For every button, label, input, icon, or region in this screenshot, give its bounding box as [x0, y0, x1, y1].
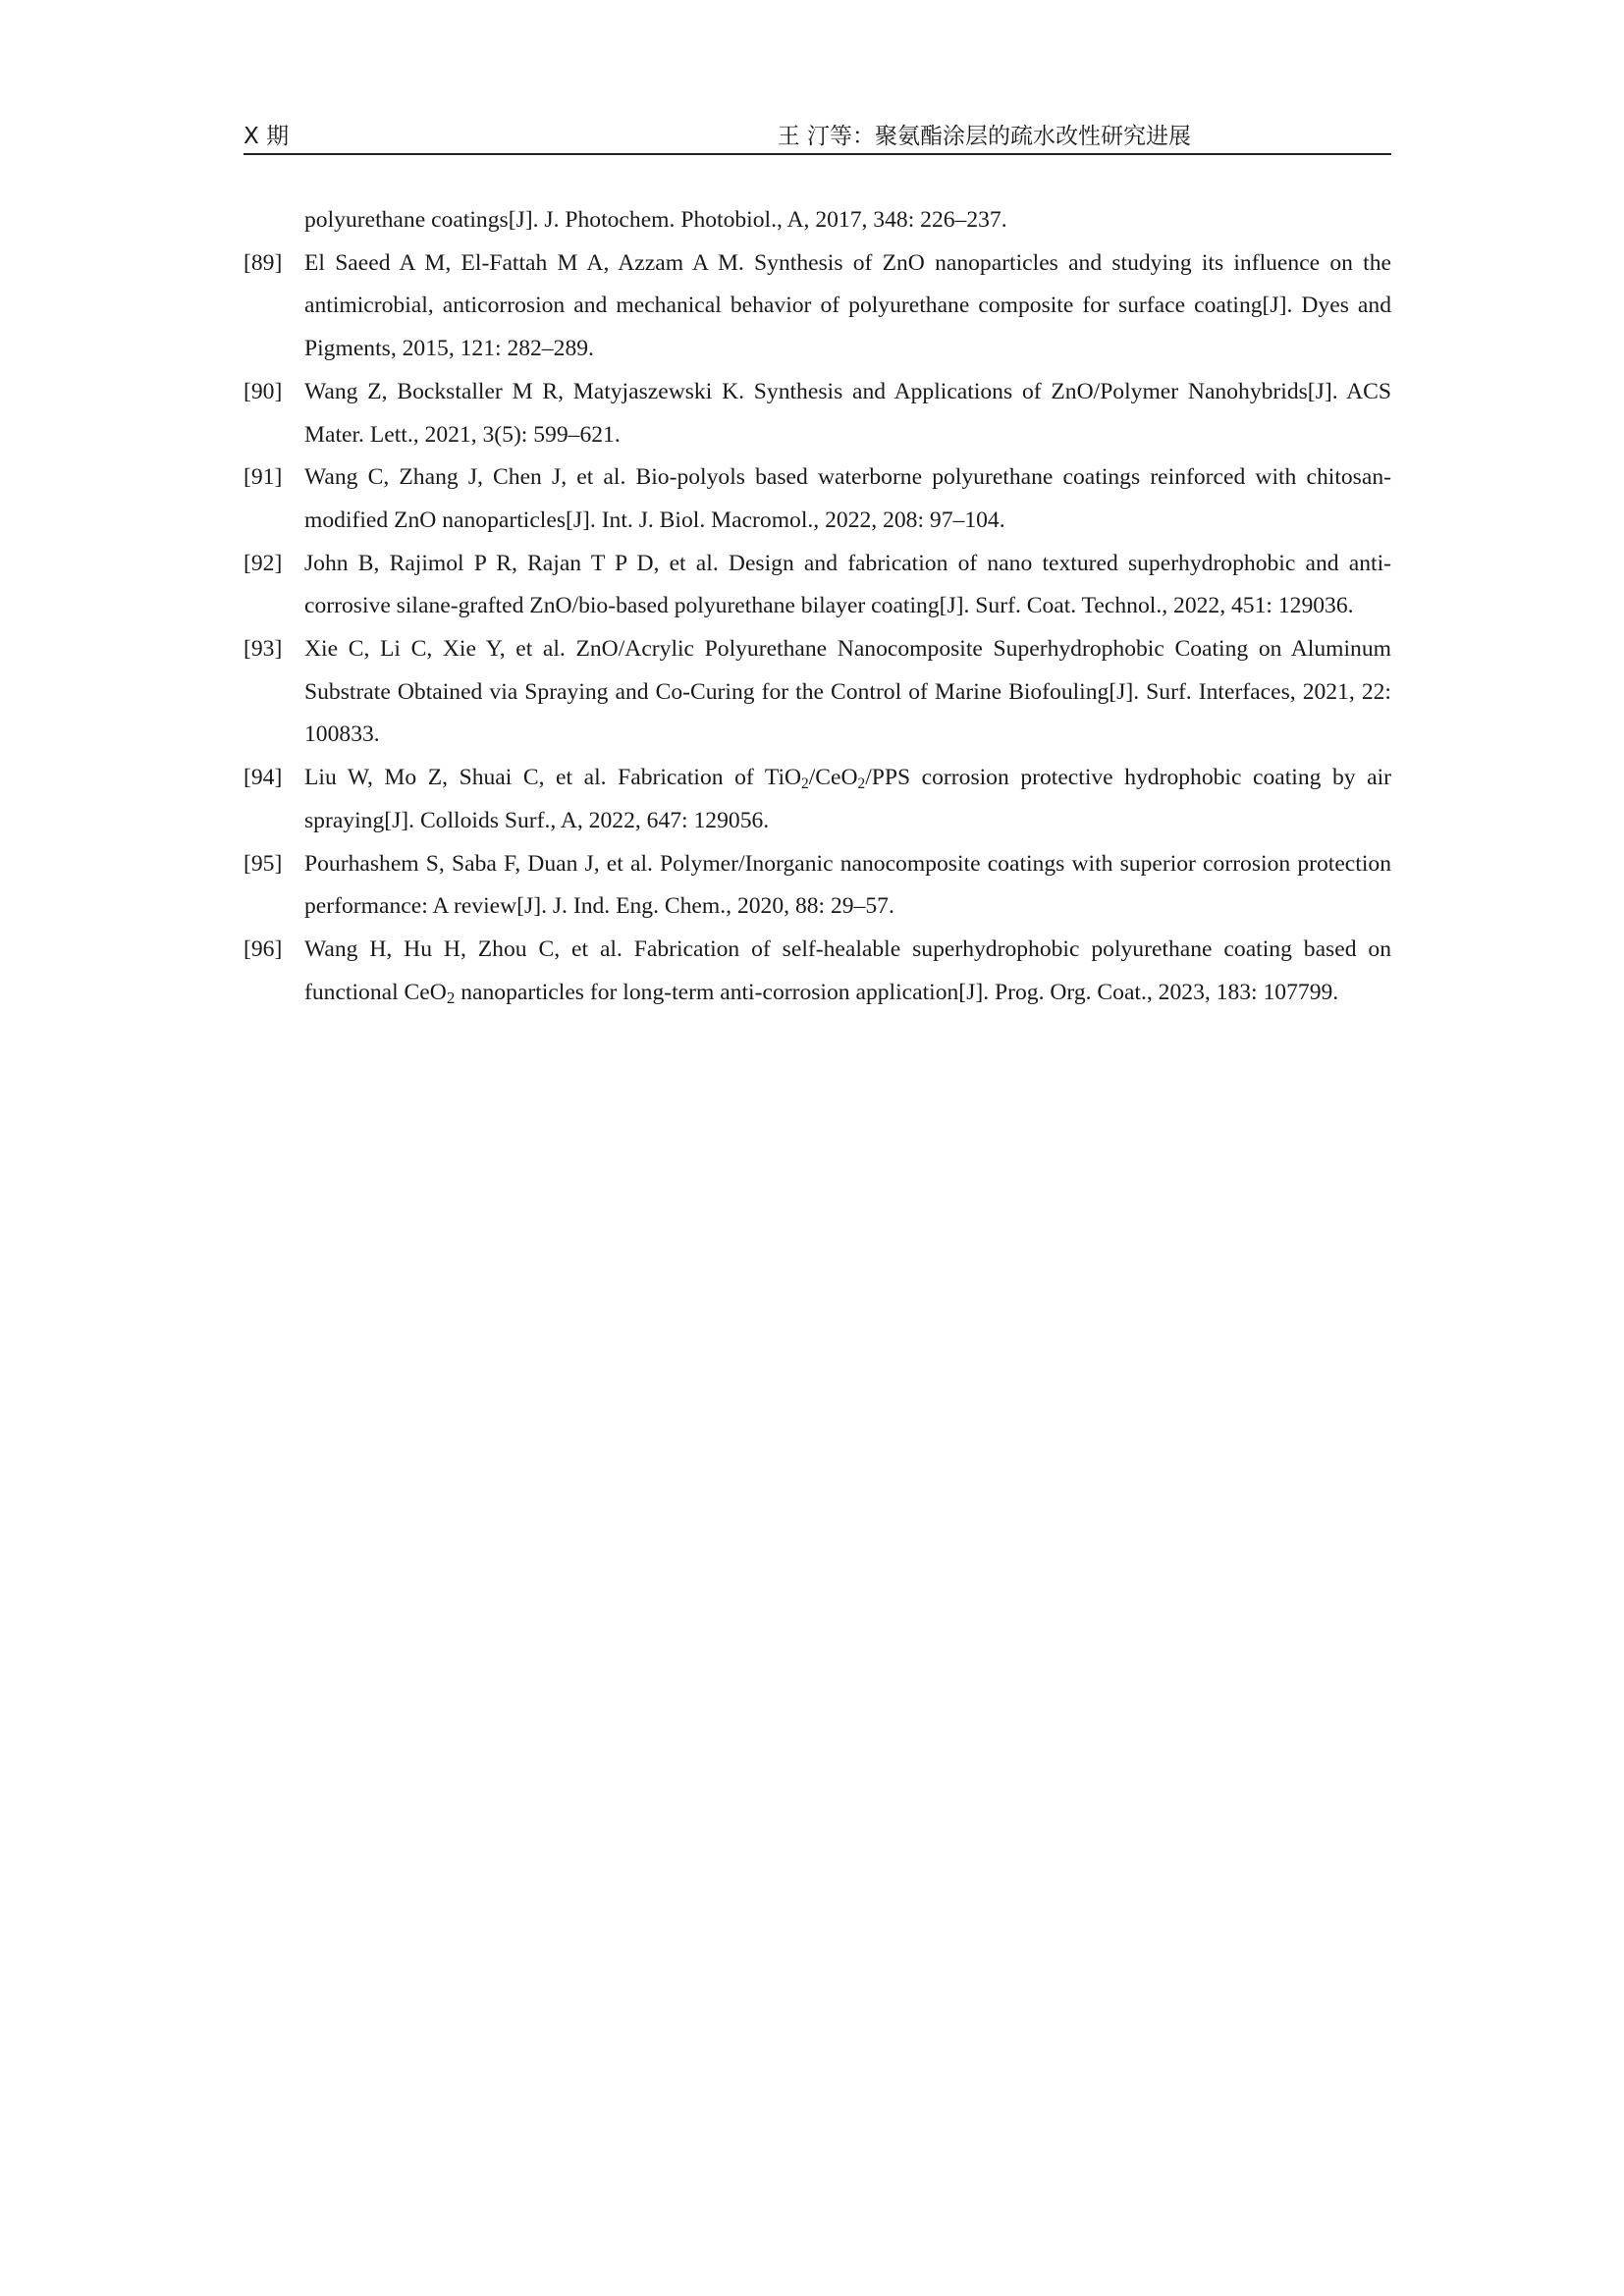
subscript: 2	[801, 774, 809, 792]
reference-text: Xie C, Li C, Xie Y, et al. ZnO/Acrylic Polyurethane Nanocomposite Superhydrophobic Coating on Aluminum Substrate Obtained via Spraying and Co-Curing for the Control of Marine Biofouling[J]. Surf. Interfaces, 2021, 22: 100833.	[304, 636, 1391, 748]
reference-number: [94]	[244, 765, 283, 791]
reference-number: [89]	[244, 249, 283, 276]
reference-text: John B, Rajimol P R, Rajan T P D, et al. Design and fabrication of nano textured superhydrophobic and anti-corrosive silane-grafted ZnO/bio-based polyurethane bilayer coating[J]. Surf. Coat. Technol., 2022, 451: 129036.	[304, 550, 1391, 619]
reference-text-part: /CeO	[808, 765, 858, 791]
reference-text-part: Wang H, Hu H, Zhou C, et al. Fabrication of self-healable superhydrophobic polyurethane coating based on functional CeO	[304, 935, 1391, 1005]
reference-text	[304, 929, 1391, 1014]
reference-96	[244, 929, 1391, 1014]
reference-91	[244, 456, 1391, 542]
reference-number: [90]	[244, 378, 283, 404]
reference-list	[244, 199, 1391, 1014]
reference-90	[244, 371, 1391, 456]
running-title: 王 汀等：聚氨酯涂层的疏水改性研究进展	[777, 124, 1191, 149]
reference-continuation: polyurethane coatings[J]. J. Photochem. Photobiol., A, 2017, 348: 226–237.	[304, 207, 1007, 233]
reference-text-part: /PPS corrosion protective hydrophobic coating by air spraying[J]. Colloids Surf., A, 2022, 647: 129056.	[304, 765, 1392, 833]
reference-text-part: Liu W, Mo Z, Shuai C, et al. Fabrication of TiO	[304, 765, 802, 791]
reference-93	[244, 628, 1391, 757]
reference-number: [92]	[244, 550, 283, 576]
subscript: 2	[446, 988, 456, 1007]
reference-text: Wang C, Zhang J, Chen J, et al. Bio-polyols based waterborne polyurethane coatings reinforced with chitosan-modified ZnO nanoparticles[J]. Int. J. Biol. Macromol., 2022, 208: 97–104.	[304, 464, 1391, 533]
reference-95	[244, 843, 1391, 929]
page-header	[244, 116, 1391, 155]
reference-94	[244, 757, 1391, 842]
reference-number: [95]	[244, 850, 283, 877]
subscript: 2	[857, 774, 866, 792]
reference-92	[244, 543, 1391, 628]
reference-number: [93]	[244, 636, 283, 663]
issue-label: X 期	[244, 124, 290, 149]
reference-text-part: nanoparticles for long-term anti-corrosion application[J]. Prog. Org. Coat., 2023, 183: 107799.	[455, 979, 1339, 1005]
reference-text: El Saeed A M, El-Fattah M A, Azzam A M. Synthesis of ZnO nanoparticles and studying its influence on the antimicrobial, anticorrosion and mechanical behavior of polyurethane composite for surface coating[J]. Dyes and Pigments, 2015, 121: 282–289.	[304, 249, 1391, 362]
reference-text: Pourhashem S, Saba F, Duan J, et al. Polymer/Inorganic nanocomposite coatings with superior corrosion protection performance: A review[J]. J. Ind. Eng. Chem., 2020, 88: 29–57.	[304, 850, 1391, 920]
reference-number: [96]	[244, 935, 283, 962]
reference-number: [91]	[244, 464, 283, 491]
reference-89	[244, 242, 1391, 371]
reference-text	[304, 757, 1391, 842]
reference-text: Wang Z, Bockstaller M R, Matyjaszewski K. Synthesis and Applications of ZnO/Polymer Nanohybrids[J]. ACS Mater. Lett., 2021, 3(5): 599–621.	[304, 378, 1391, 448]
